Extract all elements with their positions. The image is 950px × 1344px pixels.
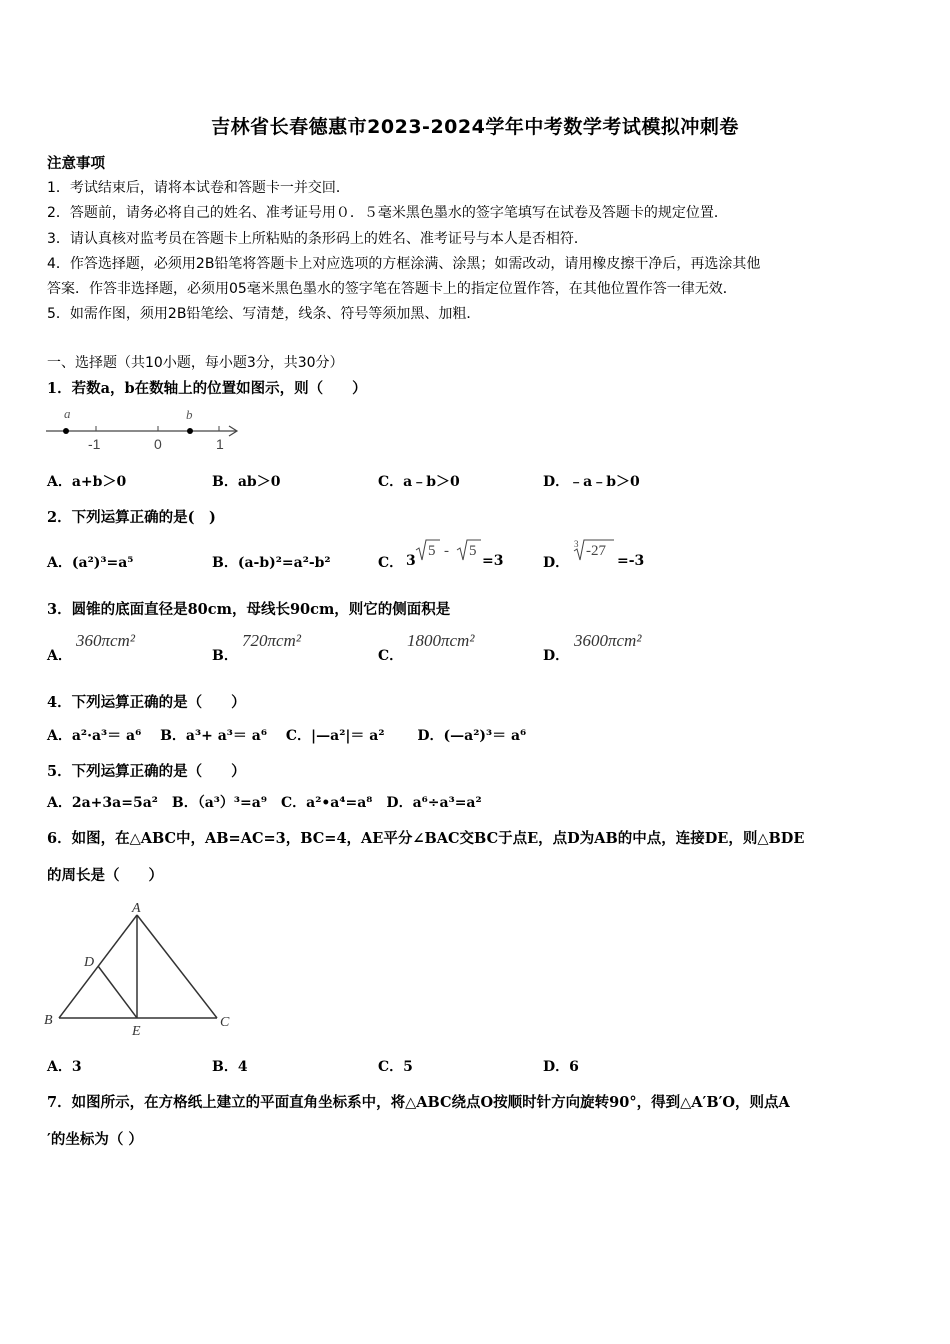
question-6-stem: 6．如图，在△ABC中，AB=AC=3，BC=4，AE平分∠BAC交BC于点E，点D为AB的中点，连接DE，则△BDE [47, 830, 805, 847]
section-heading: 一、选择题（共10小题，每小题3分，共30分） [47, 355, 344, 371]
q2-option-c-label: C． [378, 555, 404, 571]
q6-option-c: C．5 [378, 1059, 413, 1075]
option-label: A． [47, 555, 72, 571]
point-e: E [132, 1024, 141, 1039]
tick-label: 1 [216, 436, 224, 452]
q3-option-b-label: B． [212, 648, 238, 664]
root-index: 3 [574, 539, 579, 549]
q3-option-d-value: 3600πcm² [574, 631, 642, 650]
q2-option-d-label: D． [543, 555, 570, 571]
q1-option-b: B．ab＞0 [212, 474, 281, 490]
tick-label: 0 [154, 436, 162, 452]
question-7-stem-cont: ′的坐标为（ ） [47, 1131, 143, 1148]
point-b [187, 428, 193, 434]
vertex-c: C [220, 1015, 230, 1030]
q2-option-a [47, 552, 133, 572]
minus: - [444, 543, 449, 559]
notice-item: 4．作答选择题，必须用2B铅笔将答题卡上对应选项的方框涂满、涂黑；如需改动，请用橡皮擦干净后，再选涂其他 [47, 256, 761, 272]
label-a: a [64, 406, 71, 421]
coef: 3 [406, 553, 416, 569]
q3-option-a-value: 360πcm² [76, 631, 135, 650]
q3-option-b-value: 720πcm² [242, 631, 301, 650]
label-b: b [186, 407, 193, 422]
q6-option-a: A．3 [47, 1059, 82, 1075]
page-title: 吉林省长春德惠市2023-2024学年中考数学考试模拟冲刺卷 [211, 116, 739, 138]
q3-option-c-label: C． [378, 648, 404, 664]
question-6-stem-cont: 的周长是（ ） [47, 867, 163, 884]
radicand: 5 [428, 543, 436, 559]
option-label: B． [212, 555, 238, 571]
question-3-stem: 3．圆锥的底面直径是80cm，母线长90cm，则它的侧面积是 [47, 601, 451, 618]
number-line-figure [44, 404, 244, 454]
option-text: (a-b)²=a²-b² [237, 555, 331, 571]
q1-option-d: D．﹣a﹣b＞0 [543, 474, 640, 490]
q3-option-d-label: D． [543, 648, 570, 664]
question-5-stem: 5．下列运算正确的是（ ） [47, 763, 246, 780]
result: =-3 [617, 553, 645, 569]
vertex-a: A [132, 901, 141, 916]
q4-options: A．a²·a³＝ a⁶ B．a³+ a³＝ a⁶ C．|—a²|＝ a² D．(—a²)³＝ a⁶ [47, 728, 527, 744]
notice-item: 2．答题前，请务必将自己的姓名、准考证号用０．５毫米黑色墨水的签字笔填写在试卷及答题卡的规定位置． [47, 205, 728, 221]
q1-option-a: A．a+b＞0 [47, 474, 127, 490]
vertex-b: B [44, 1013, 53, 1028]
question-1-stem: 1．若数a，b在数轴上的位置如图示，则（ ） [47, 380, 367, 397]
option-text: (a²)³=a⁵ [71, 555, 134, 571]
q5-options: A．2a+3a=5a² B．（a³）³=a⁹ C．a²•a⁴=a⁸ D．a⁶÷a³=a² [47, 795, 482, 811]
question-2-stem: 2．下列运算正确的是( ) [47, 509, 216, 526]
q2-option-b [212, 552, 331, 572]
radicand: 5 [469, 543, 477, 559]
q3-option-a-label: A． [47, 648, 72, 664]
question-7-stem: 7．如图所示，在方格纸上建立的平面直角坐标系中，将△ABC绕点O按顺时针方向旋转90°，得到△A′B′O，则点A [47, 1094, 790, 1111]
q2-option-d-expression [570, 536, 660, 570]
radicand: -27 [586, 543, 606, 559]
q3-option-c-value: 1800πcm² [407, 631, 475, 650]
question-4-stem: 4．下列运算正确的是（ ） [47, 694, 246, 711]
q2-option-c-expression [404, 536, 514, 570]
notice-item: 1．考试结束后，请将本试卷和答题卡一并交回． [47, 180, 350, 196]
q1-option-c: C．a﹣b＞0 [378, 474, 460, 490]
result: =3 [482, 553, 504, 569]
notice-item: 5．如需作图，须用2B铅笔绘、写清楚，线条、符号等须加黑、加粗． [47, 306, 481, 322]
notice-item: 答案．作答非选择题，必须用05毫米黑色墨水的签字笔在答题卡上的指定位置作答，在其他位置作答一律无效． [47, 281, 737, 297]
notice-heading: 注意事项 [47, 155, 105, 172]
q6-option-d: D．6 [543, 1059, 579, 1075]
triangle-figure [42, 898, 237, 1040]
notice-item: 3．请认真核对监考员在答题卡上所粘贴的条形码上的姓名、准考证号与本人是否相符． [47, 231, 588, 247]
tick-label: -1 [88, 436, 101, 452]
point-a [63, 428, 69, 434]
q6-option-b: B．4 [212, 1059, 248, 1075]
point-d: D [84, 955, 95, 970]
